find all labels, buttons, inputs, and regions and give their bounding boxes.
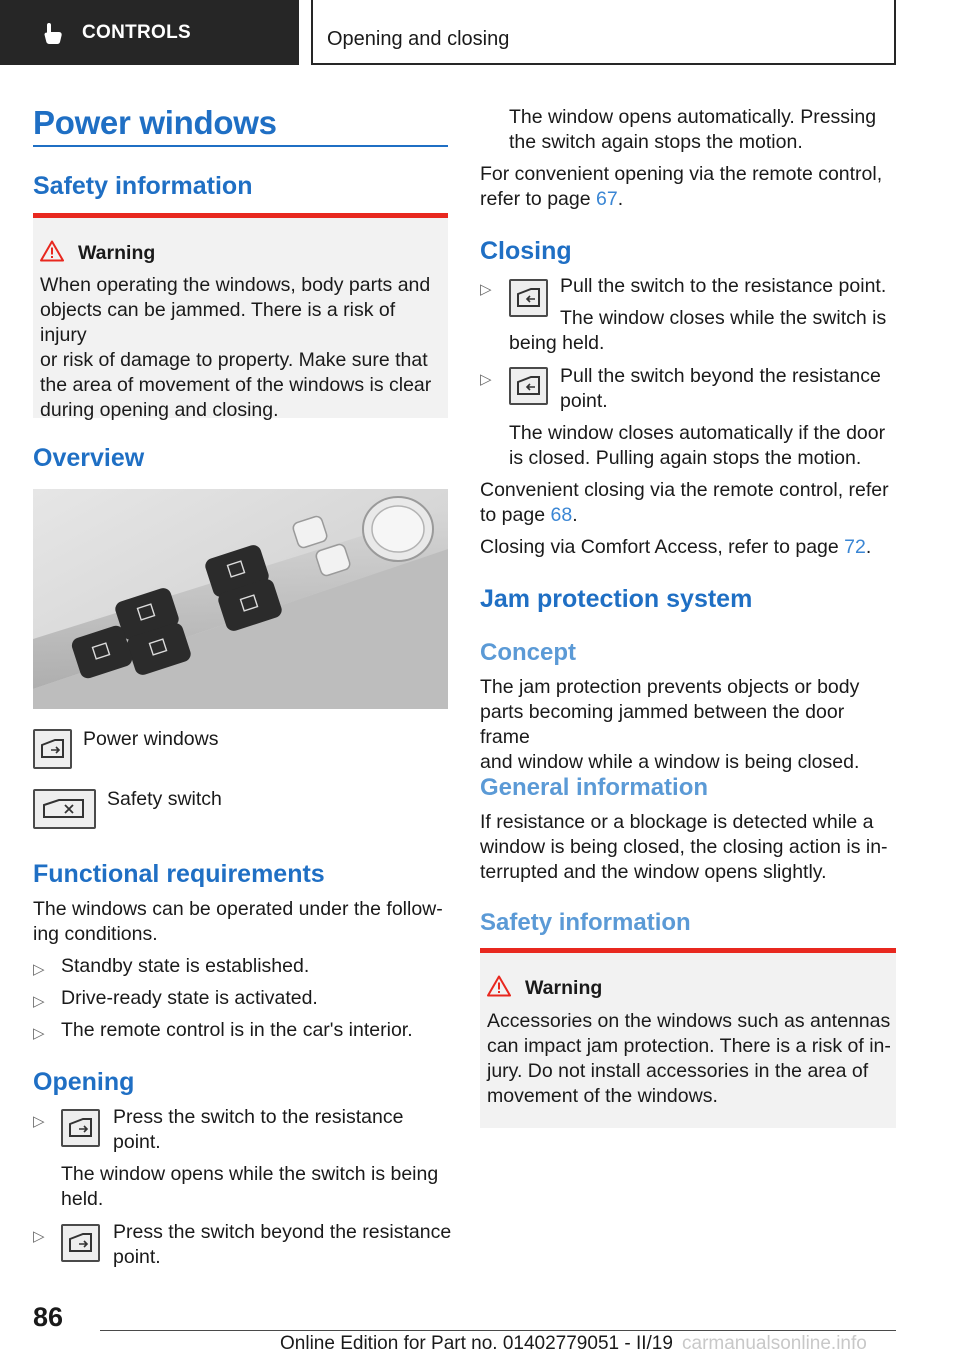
legend-safety-switch: Safety switch: [107, 788, 222, 810]
bullet-triangle-icon: ▷: [33, 1113, 45, 1130]
text-line: is closed. Pulling again stops the motion.: [509, 447, 862, 469]
page-number: 86: [33, 1302, 64, 1332]
text-line: the switch again stops the motion.: [509, 131, 803, 153]
jam-protection-heading: Jam protection system: [480, 585, 753, 613]
text-line: to page 68.: [480, 504, 578, 526]
condition-item: Drive-ready state is activated.: [61, 987, 318, 1009]
bullet-triangle-icon: ▷: [33, 1025, 45, 1042]
edition-text: Online Edition for Part no. 01402779051 - II/19: [280, 1333, 673, 1354]
warning-triangle-icon: [487, 975, 511, 997]
section-title: CONTROLS: [82, 21, 192, 43]
text-line: point.: [113, 1131, 161, 1153]
warning-text-2: [487, 1009, 892, 1109]
warning-line: jury. Do not install accessories in the area of: [487, 1060, 869, 1082]
text-span: to page: [480, 504, 551, 526]
power-window-symbol-icon: [61, 1109, 100, 1147]
text-line: Press the switch beyond the resistance: [113, 1221, 452, 1243]
warning-line: movement of the windows.: [487, 1085, 718, 1107]
warning-line: the area of movement of the windows is clear: [40, 374, 432, 396]
opening-step-1-result: [61, 1162, 448, 1212]
closing-heading: Closing: [480, 237, 572, 265]
overview-heading: Overview: [33, 444, 145, 472]
warning-title: Warning: [78, 242, 156, 264]
condition-item: The remote control is in the car's interior.: [61, 1019, 413, 1041]
safety-heading: Safety information: [33, 172, 253, 200]
opening-step-2: [113, 1220, 453, 1270]
text-line: point.: [560, 390, 608, 412]
closing-step-2: [560, 364, 896, 414]
closing-step-2-result: [509, 421, 899, 471]
legend-power-windows: Power windows: [83, 728, 219, 750]
text-line: The window opens while the switch is being: [61, 1163, 439, 1185]
text-line: ing conditions.: [33, 923, 158, 945]
opening-step-2-result: [509, 105, 899, 155]
hand-icon: [40, 20, 66, 46]
text-line: terrupted and the window opens slightly.: [480, 861, 827, 883]
functional-heading: Functional requirements: [33, 860, 325, 888]
text-line: held.: [61, 1188, 104, 1210]
bullet-triangle-icon: ▷: [480, 281, 492, 298]
text-line: and window while a window is being closed.: [480, 751, 860, 773]
warning-title-2: Warning: [525, 977, 603, 999]
text-line: refer to page 67.: [480, 188, 624, 210]
power-window-symbol-icon: [61, 1224, 100, 1262]
text-line: For convenient opening via the remote control,: [480, 163, 883, 185]
bullet-triangle-icon: ▷: [33, 961, 45, 978]
title-rule: [33, 145, 448, 147]
text-line: window is being closed, the closing action is in‐: [480, 836, 888, 858]
condition-item: Standby state is established.: [61, 955, 310, 977]
page-link-67[interactable]: 67: [596, 188, 618, 210]
convenient-closing-text: [480, 478, 896, 528]
window-switch-photo: [33, 489, 448, 709]
safety-switch-symbol-icon: [33, 789, 96, 829]
section-tab: [0, 0, 299, 65]
concept-text: [480, 675, 896, 775]
text-line: point.: [113, 1246, 161, 1268]
concept-heading: Concept: [480, 639, 576, 666]
text-line: The jam protection prevents objects or body: [480, 676, 860, 698]
bullet-triangle-icon: ▷: [33, 1228, 45, 1245]
closing-step-1: Pull the switch to the resistance point.: [560, 275, 887, 297]
chapter-title: Opening and closing: [327, 28, 510, 50]
text-line: If resistance or a blockage is detected while a: [480, 811, 874, 833]
page-title: Power windows: [33, 104, 277, 141]
warning-line: during opening and closing.: [40, 399, 279, 421]
window-switch-illustration: [33, 489, 448, 709]
safety-info-heading-2: Safety information: [480, 909, 691, 936]
page-link-72[interactable]: 72: [844, 536, 866, 558]
footer-rule: [100, 1330, 896, 1331]
closing-step-1-result: [509, 306, 896, 356]
text-line: being held.: [509, 332, 605, 354]
warning-line: When operating the windows, body parts and: [40, 274, 431, 296]
bullet-triangle-icon: ▷: [480, 371, 492, 388]
warning-triangle-icon: [40, 240, 64, 262]
warning-line: can impact jam protection. There is a risk of in‐: [487, 1035, 891, 1057]
text-span: Closing via Comfort Access, refer to page: [480, 536, 845, 558]
text-line: Pull the switch beyond the resistance: [560, 365, 881, 387]
warning-line: Accessories on the windows such as antennas: [487, 1010, 891, 1032]
general-info-text: [480, 810, 896, 885]
text-line: The window closes automatically if the door: [509, 422, 886, 444]
opening-heading: Opening: [33, 1068, 135, 1096]
warning-line: objects can be jammed. There is a risk of injury: [40, 299, 396, 346]
warning-line: or risk of damage to property. Make sure that: [40, 349, 428, 371]
warning-text: [40, 273, 445, 423]
power-window-symbol-icon: [509, 367, 548, 405]
watermark-text: carmanualsonline.info: [682, 1333, 867, 1354]
opening-step-1: [113, 1105, 448, 1155]
comfort-access-text: Closing via Comfort Access, refer to page 72.: [480, 536, 872, 558]
general-info-heading: General information: [480, 774, 709, 801]
page-link-68[interactable]: 68: [550, 504, 573, 526]
text-line: The window opens automatically. Pressing: [509, 106, 877, 128]
power-window-symbol-icon: [33, 729, 72, 769]
text-line: The window closes while the switch is: [560, 307, 887, 329]
bullet-triangle-icon: ▷: [33, 993, 45, 1010]
chapter-tab: [311, 0, 896, 65]
text-line: Convenient closing via the remote control, refer: [480, 479, 889, 501]
functional-text: [33, 897, 448, 947]
text-line: The windows can be operated under the follow‐: [33, 898, 443, 920]
convenient-opening-text: [480, 162, 896, 212]
text-line: Press the switch to the resistance: [113, 1106, 404, 1128]
text-line: parts becoming jammed between the door frame: [480, 701, 845, 748]
text-span: refer to page: [480, 188, 596, 210]
